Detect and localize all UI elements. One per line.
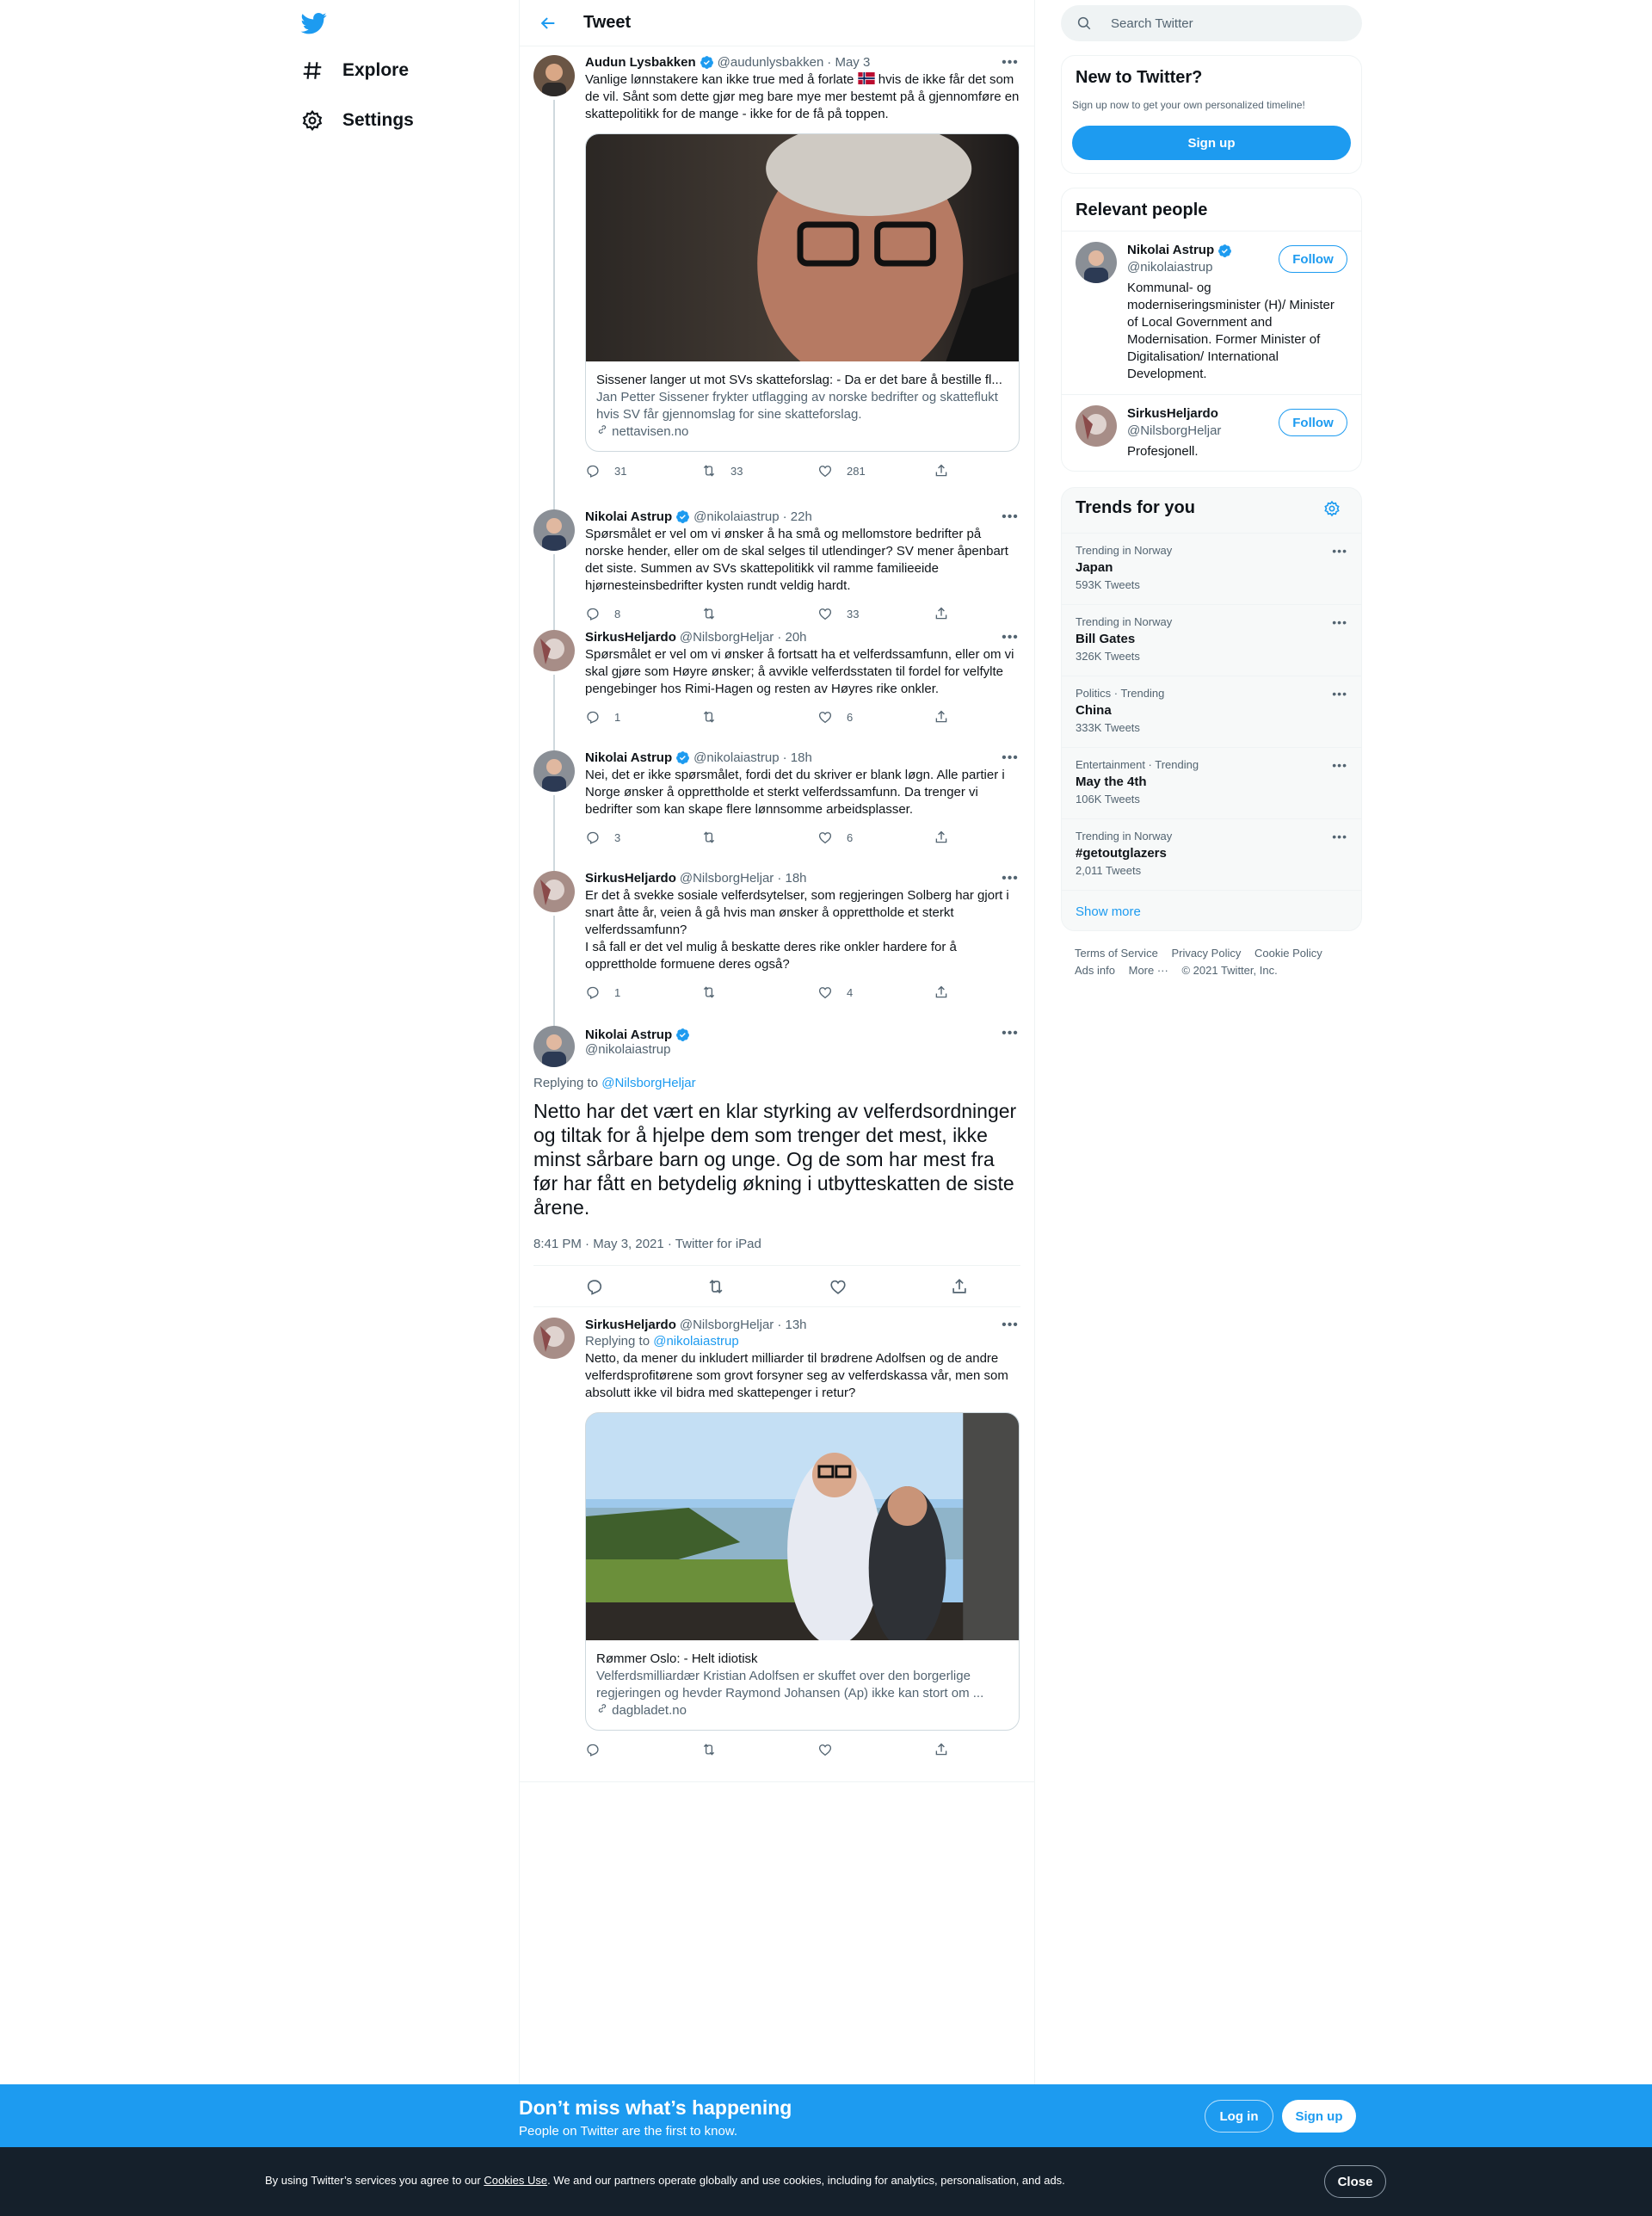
login-button[interactable]: Log in	[1205, 2100, 1273, 2133]
like-count: 6	[847, 830, 854, 844]
share-button[interactable]	[934, 829, 951, 846]
author-handle[interactable]: @nikolaiastrup	[693, 509, 780, 524]
card-description: Jan Petter Sissener frykter utflagging av norske bedrifter og skatteflukt hvis SV får gjennomslag for sine skatteforslag.	[596, 390, 998, 422]
share-icon	[934, 606, 949, 621]
replying-label: Replying to	[585, 1334, 654, 1349]
reply-icon	[585, 709, 601, 725]
thread-tweet[interactable]	[520, 742, 1034, 862]
trend-count: 2,011 Tweets	[1076, 864, 1142, 877]
tweet-timestamp[interactable]: 8:41 PM · May 3, 2021 · Twitter for iPad	[533, 1237, 1020, 1266]
heart-icon	[817, 709, 833, 725]
share-icon	[934, 985, 949, 1000]
avatar[interactable]	[533, 750, 575, 792]
trends-settings-gear-icon[interactable]	[1323, 500, 1341, 522]
retweet-button[interactable]	[701, 984, 753, 1001]
more-options-icon[interactable]: •••	[1332, 687, 1347, 701]
reply-icon	[585, 463, 601, 478]
reply-count: 31	[614, 464, 627, 478]
author-name[interactable]: Nikolai Astrup	[585, 509, 673, 524]
page-title: Tweet	[583, 13, 632, 32]
like-button[interactable]	[817, 605, 869, 622]
hashtag-icon	[299, 58, 325, 83]
retweet-icon	[701, 709, 717, 725]
footer-link[interactable]: Ads info	[1075, 964, 1115, 977]
heart-icon	[817, 606, 833, 621]
search-icon	[1076, 15, 1092, 31]
nav-settings[interactable]	[299, 100, 414, 141]
like-count: 4	[847, 985, 854, 999]
share-button[interactable]	[934, 1741, 951, 1758]
trends-title: Trends for you	[1076, 498, 1195, 517]
search-input[interactable]	[1111, 16, 1335, 31]
tweet-text: Nei, det er ikke spørsmålet, fordi det du skriver er blank løgn. Alle partier i Norge ønsker å opprettholde et sterkt velferdssamfunn. Da trenger vi bedrifter som kan skape flere lønnsomme arbeidsplasser.	[585, 768, 1005, 817]
trends-panel	[1061, 487, 1362, 931]
retweet-button[interactable]	[701, 708, 753, 725]
tweet-header	[520, 0, 1034, 46]
share-icon	[934, 830, 949, 845]
person-bio: Kommunal- og moderniseringsminister (H)/ Minister of Local Government and Modernisation. Former Minister of Digitalisation/ International Development.	[1127, 281, 1335, 381]
trend-count: 593K Tweets	[1076, 578, 1140, 591]
avatar[interactable]	[533, 509, 575, 551]
avatar[interactable]	[533, 871, 575, 912]
cookie-close-button[interactable]: Close	[1324, 2165, 1386, 2198]
banner-signup-button[interactable]: Sign up	[1282, 2100, 1356, 2133]
tweet-time[interactable]: · May 3	[827, 55, 871, 70]
banner-title: Don’t miss what’s happening	[519, 2096, 792, 2119]
tweet-actions	[585, 829, 951, 846]
replying-to	[533, 1076, 1020, 1090]
link-card[interactable]	[585, 133, 1020, 452]
author-name[interactable]: SirkusHeljardo	[585, 1318, 676, 1332]
tweet-text: Netto, da mener du inkludert milliarder til brødrene Adolfsen og de andre velferdsprofitørene som grovt forsyner seg av velferdskassa vår, men som absolutt ikke vil bidra med skattepenger i retur?	[585, 1351, 1008, 1400]
trend-name: Japan	[1076, 560, 1113, 575]
tweet-actions	[585, 984, 951, 1001]
retweet-button[interactable]	[701, 605, 753, 622]
more-options-icon[interactable]: •••	[1332, 615, 1347, 629]
more-options-icon[interactable]: •••	[1002, 1026, 1019, 1040]
share-button[interactable]	[934, 708, 951, 725]
author-handle[interactable]: @NilsborgHeljar	[679, 630, 774, 645]
retweet-count: 33	[730, 464, 743, 478]
back-arrow-icon[interactable]	[533, 9, 563, 38]
like-button[interactable]	[817, 829, 869, 846]
retweet-icon	[701, 1742, 717, 1757]
like-button[interactable]	[817, 984, 869, 1001]
focused-tweet-text: Netto har det vært en klar styrking av velferdsordninger og tiltak for å hjelpe dem som trenger det mest, ikke minst sårbare barn og unge. Og de som har mest fra før har fått en betydelig økning i utbytteskatten de siste årene.	[533, 1100, 1017, 1219]
more-options-icon[interactable]: •••	[1002, 55, 1019, 70]
cookie-text-part: By using Twitter’s services you agree to our	[265, 2174, 484, 2187]
tweet-text-part: Vanlige lønnstakere kan ikke true med å forlate	[585, 72, 858, 87]
reply-icon	[585, 606, 601, 621]
trend-context: Entertainment · Trending	[1076, 758, 1199, 771]
cookie-text-part: . We and our partners operate globally and use cookies, including for analytics, personalisation, and ads.	[547, 2174, 1065, 2187]
cookies-use-link[interactable]: Cookies Use	[484, 2174, 548, 2187]
reply-tweet[interactable]	[520, 1307, 1034, 1782]
footer-link[interactable]: Privacy Policy	[1171, 947, 1242, 960]
person-bio: Profesjonell.	[1127, 444, 1199, 459]
like-count: 6	[847, 710, 854, 724]
retweet-icon	[701, 985, 717, 1000]
like-count: 281	[847, 464, 866, 478]
share-icon	[934, 709, 949, 725]
link-card[interactable]	[585, 1412, 1020, 1731]
thread-tweet[interactable]	[520, 862, 1034, 1017]
trend-count: 106K Tweets	[1076, 793, 1140, 806]
person-name[interactable]: SirkusHeljardo	[1127, 406, 1218, 421]
reply-button[interactable]	[585, 462, 637, 479]
thread-tweet[interactable]	[520, 501, 1034, 621]
avatar[interactable]	[1076, 405, 1117, 447]
card-domain-text: nettavisen.no	[612, 424, 689, 439]
share-icon[interactable]	[950, 1277, 969, 1296]
focused-tweet	[520, 1017, 1034, 1307]
share-button[interactable]	[934, 605, 951, 622]
tweet-text	[585, 71, 1020, 123]
trend-context: Trending in Norway	[1076, 544, 1173, 557]
more-options-icon[interactable]: •••	[1002, 630, 1019, 645]
main-column	[519, 0, 1035, 2084]
person-handle[interactable]: @NilsborgHeljar	[1127, 423, 1222, 438]
retweet-icon	[701, 606, 717, 621]
tweet-time[interactable]: · 18h	[777, 871, 807, 886]
reply-button[interactable]	[585, 984, 637, 1001]
replying-to	[585, 1334, 1020, 1349]
trend-name: Bill Gates	[1076, 632, 1136, 646]
trend-item[interactable]	[1062, 818, 1361, 890]
tweet-actions	[585, 605, 951, 622]
retweet-icon[interactable]	[706, 1277, 725, 1296]
signup-banner	[0, 2084, 1652, 2147]
card-image	[586, 1413, 1019, 1640]
nav-explore-label: Explore	[342, 60, 410, 80]
card-domain-text: dagbladet.no	[612, 1703, 687, 1718]
relevant-people-title: Relevant people	[1076, 201, 1208, 219]
reply-button[interactable]	[585, 829, 637, 846]
follow-button[interactable]: Follow	[1279, 245, 1347, 273]
more-options-icon[interactable]: •••	[1002, 1318, 1019, 1332]
replying-to-link[interactable]: @nikolaiastrup	[653, 1334, 739, 1349]
card-domain	[596, 1702, 1008, 1719]
tweet-actions	[585, 708, 951, 725]
avatar[interactable]	[533, 630, 575, 671]
verified-badge-icon	[675, 750, 690, 765]
like-button[interactable]	[817, 1741, 869, 1758]
footer-link[interactable]: Terms of Service	[1075, 947, 1158, 960]
share-icon	[934, 1742, 949, 1757]
replying-label: Replying to	[533, 1076, 602, 1090]
footer-links	[1075, 945, 1350, 979]
retweet-icon	[701, 463, 717, 478]
show-more-link[interactable]: Show more	[1062, 890, 1361, 933]
trend-item[interactable]	[1062, 533, 1361, 604]
replying-to-link[interactable]: @NilsborgHeljar	[601, 1076, 696, 1090]
heart-icon	[817, 1742, 833, 1757]
verified-badge-icon	[675, 509, 690, 524]
author-name[interactable]: SirkusHeljardo	[585, 871, 676, 886]
more-options-icon[interactable]: •••	[1002, 509, 1019, 524]
norway-flag-icon	[858, 72, 875, 84]
card-image	[586, 134, 1019, 361]
trend-count: 326K Tweets	[1076, 650, 1140, 663]
signup-panel	[1061, 55, 1362, 174]
author-name[interactable]: Nikolai Astrup	[585, 1028, 673, 1042]
reply-icon	[585, 1742, 601, 1757]
reply-button[interactable]	[585, 1741, 637, 1758]
share-icon	[934, 463, 949, 478]
reply-icon[interactable]	[585, 1277, 604, 1296]
trend-item[interactable]	[1062, 747, 1361, 818]
retweet-button[interactable]	[701, 1741, 753, 1758]
heart-icon	[817, 463, 833, 478]
share-button[interactable]	[934, 462, 951, 479]
trend-item[interactable]	[1062, 604, 1361, 676]
thread-tweet[interactable]	[520, 46, 1034, 501]
nav-settings-label: Settings	[342, 110, 414, 130]
search-bar[interactable]	[1061, 5, 1362, 41]
verified-badge-icon	[675, 1028, 690, 1042]
trend-context: Trending in Norway	[1076, 615, 1173, 628]
link-icon	[596, 423, 608, 435]
tweet-actions	[533, 1266, 1020, 1307]
tweet-text: Spørsmålet er vel om vi ønsker å fortsatt ha et velferdssamfunn, eller om vi skal gjøre som Høyre ønsker; å avvikle velferdsstaten til fordel for velfylte pengebinger hos Rimi-Hagen og resten av Høyres rike onkler.	[585, 647, 1014, 696]
author-handle[interactable]: @audunlysbakken	[717, 55, 824, 70]
share-button[interactable]	[934, 984, 951, 1001]
gear-icon	[299, 108, 325, 133]
follow-button[interactable]: Follow	[1279, 409, 1347, 436]
tweet-actions	[585, 1741, 951, 1758]
tweet-text-part: hvis de ikke får det som de vil. Sånt som dette gjør meg bare mye mer bestemt på å gjennomføre en skattepolitikk for de mange - ikke for de få på toppen.	[585, 72, 1020, 121]
reply-icon	[585, 985, 601, 1000]
retweet-button[interactable]	[701, 462, 753, 479]
avatar[interactable]	[1076, 242, 1117, 283]
card-title: Sissener langer ut mot SVs skatteforslag: - Da er det bare å bestille fl...	[596, 373, 1002, 387]
author-handle[interactable]: @NilsborgHeljar	[679, 1318, 774, 1332]
thread-tweet[interactable]	[520, 621, 1034, 742]
more-options-icon[interactable]: •••	[1332, 544, 1347, 558]
retweet-icon	[701, 830, 717, 845]
copyright: © 2021 Twitter, Inc.	[1181, 964, 1278, 977]
avatar[interactable]	[533, 1318, 575, 1359]
card-title: Rømmer Oslo: - Helt idiotisk	[596, 1651, 758, 1666]
avatar[interactable]	[533, 55, 575, 96]
footer-link[interactable]: Cookie Policy	[1254, 947, 1322, 960]
signup-panel-title: New to Twitter?	[1076, 68, 1203, 87]
like-button[interactable]	[817, 708, 869, 725]
card-domain	[596, 423, 1008, 441]
retweet-button[interactable]	[701, 829, 753, 846]
trend-count: 333K Tweets	[1076, 721, 1140, 734]
person-handle[interactable]: @nikolaiastrup	[1127, 260, 1213, 275]
author-handle[interactable]: @nikolaiastrup	[693, 750, 780, 765]
heart-icon	[817, 985, 833, 1000]
trend-name: China	[1076, 703, 1112, 718]
like-count: 33	[847, 607, 860, 620]
person-card[interactable]	[1062, 394, 1361, 470]
relevant-people-panel	[1061, 188, 1362, 472]
tweet-text: Spørsmålet er vel om vi ønsker å ha små og mellomstore bedrifter på norske hender, eller om de skal selges til utlendinger? SV mener åpenbart det siste. Summen av SVs skattepolitikk vil ramme familieeide hjørnesteinsbedrifter kysten rundt veldig hardt.	[585, 527, 1008, 593]
reply-icon	[585, 830, 601, 845]
trend-item[interactable]	[1062, 676, 1361, 747]
more-options-icon[interactable]: •••	[1002, 871, 1019, 886]
person-card[interactable]	[1062, 231, 1361, 394]
footer-link[interactable]: More ···	[1128, 964, 1168, 977]
heart-icon[interactable]	[829, 1277, 848, 1296]
more-options-icon[interactable]: •••	[1332, 758, 1347, 772]
author-handle[interactable]: @nikolaiastrup	[585, 1042, 671, 1057]
banner-subtitle: People on Twitter are the first to know.	[519, 2124, 738, 2139]
link-icon	[596, 1702, 608, 1714]
more-options-icon[interactable]: •••	[1002, 750, 1019, 765]
verified-badge-icon	[700, 55, 714, 70]
tweet-actions	[585, 462, 951, 479]
avatar[interactable]	[533, 1026, 575, 1067]
reply-count: 1	[614, 985, 621, 999]
reply-count: 3	[614, 830, 621, 844]
card-description: Velferdsmilliardær Kristian Adolfsen er skuffet over den borgerlige regjeringen og hevder Raymond Johansen (Ap) ikke kan stort om ...	[596, 1669, 984, 1701]
twitter-logo-icon[interactable]	[299, 10, 332, 38]
signup-panel-subtitle: Sign up now to get your own personalized timeline!	[1072, 99, 1305, 111]
sidebar-signup-button[interactable]: Sign up	[1072, 126, 1351, 160]
more-options-icon[interactable]: •••	[1332, 830, 1347, 843]
tweet-time[interactable]: · 20h	[777, 630, 807, 645]
trend-context: Trending in Norway	[1076, 830, 1173, 843]
reply-count: 1	[614, 710, 621, 724]
reply-count: 8	[614, 607, 621, 620]
author-name[interactable]: Audun Lysbakken	[585, 55, 696, 70]
trend-name: May the 4th	[1076, 775, 1147, 789]
verified-badge-icon	[1217, 244, 1232, 258]
nav-explore[interactable]	[299, 50, 409, 91]
reply-button[interactable]	[585, 605, 637, 622]
tweet-text: Er det å svekke sosiale velferdsytelser, som regjeringen Solberg har gjort i snart åtte år, veien å gå hvis man ønsker å opprettholde et sterkt velferdssamfunn? I så fall er det vel mulig å beskatte deres rike onkler hardere for å opprettholde formuene deres også?	[585, 888, 1009, 972]
cookie-banner	[0, 2147, 1652, 2216]
tweet-time[interactable]: · 13h	[777, 1318, 807, 1332]
author-name[interactable]: SirkusHeljardo	[585, 630, 676, 645]
cookie-text	[265, 2174, 1065, 2187]
trend-name: #getoutglazers	[1076, 846, 1167, 861]
author-name[interactable]: Nikolai Astrup	[585, 750, 673, 765]
author-handle[interactable]: @NilsborgHeljar	[679, 871, 774, 886]
reply-button[interactable]	[585, 708, 637, 725]
tweet-time[interactable]: · 18h	[782, 750, 812, 765]
like-button[interactable]	[817, 462, 869, 479]
trend-context: Politics · Trending	[1076, 687, 1165, 700]
tweet-time[interactable]: · 22h	[782, 509, 812, 524]
person-name[interactable]: Nikolai Astrup	[1127, 243, 1215, 257]
heart-icon	[817, 830, 833, 845]
